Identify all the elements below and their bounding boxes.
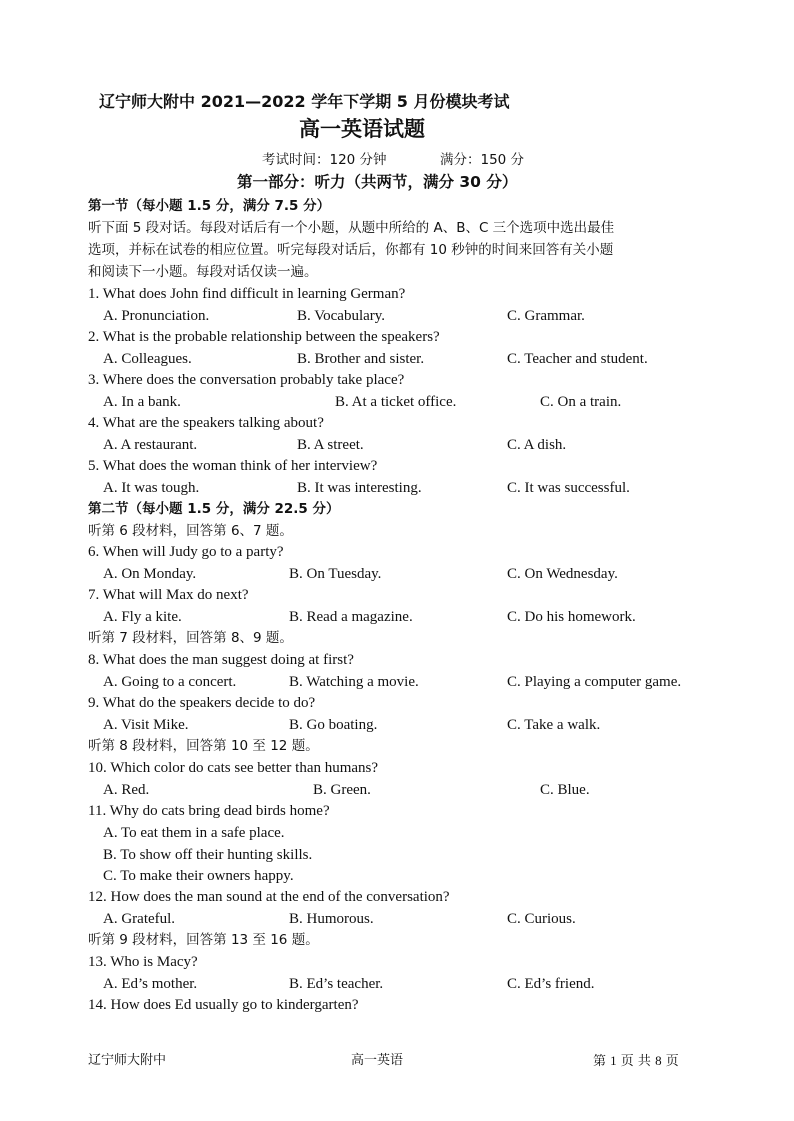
page-suffix: 页 [665,1054,679,1069]
option-a: A. On Monday. [103,566,197,582]
option-c: C. Playing a computer game. [507,674,682,690]
option-c: C. Grammar. [507,308,585,324]
question-stem: 8. What does the man suggest doing at first? [88,652,354,668]
option-c: C. To make their owners happy. [103,868,294,884]
option-a: A. It was tough. [103,480,200,496]
option-a: A. In a bank. [103,394,181,410]
question-stem: 14. How does Ed usually go to kindergarten? [88,997,359,1013]
question-stem: 5. What does the woman think of her interview? [88,458,378,474]
option-a: A. Visit Mike. [103,717,189,733]
material-note: 听第 8 段材料，回答第 10 至 12 题。 [88,738,319,754]
option-a: A. Grateful. [103,911,176,927]
current-page: 1 [610,1053,617,1068]
option-c: C. Take a walk. [507,717,601,733]
option-a: A. Red. [103,782,150,798]
question-stem: 11. Why do cats bring dead birds home? [88,803,330,819]
option-c: C. Do his homework. [507,609,636,625]
footer-page-number [593,1052,679,1071]
option-a: A. To eat them in a safe place. [103,825,285,841]
option-b: B. Brother and sister. [297,351,425,367]
option-b: B. Green. [313,782,371,798]
option-b: B. Read a magazine. [289,609,413,625]
instructions-line: 选项，并标在试卷的相应位置。听完每段对话后，你都有 10 秒钟的时间来回答有关小题 [88,242,614,258]
option-c: C. Curious. [507,911,576,927]
section-two-title: 第二节（每小题 1.5 分，满分 22.5 分） [88,501,340,517]
option-a: A. Ed’s mother. [103,976,198,992]
material-note: 听第 7 段材料，回答第 8、9 题。 [88,630,293,646]
option-b: B. A street. [297,437,364,453]
question-stem: 2. What is the probable relationship between the speakers? [88,329,440,345]
question-stem: 3. Where does the conversation probably take place? [88,372,405,388]
page-prefix: 第 [593,1054,607,1069]
option-b: B. At a ticket office. [335,394,457,410]
option-c: C. Ed’s friend. [507,976,595,992]
option-b: B. Humorous. [289,911,374,927]
paper-title: 高一英语试题 [299,117,425,141]
option-b: B. Go boating. [289,717,378,733]
option-a: A. Going to a concert. [103,674,237,690]
instructions-line: 听下面 5 段对话。每段对话后有一个小题，从题中所给的 A、B、C 三个选项中选出最佳 [88,220,615,236]
total-pages: 8 [655,1053,662,1068]
question-stem: 9. What do the speakers decide to do? [88,695,316,711]
material-note: 听第 6 段材料，回答第 6、7 题。 [88,523,293,539]
option-b: B. Ed’s teacher. [289,976,384,992]
option-b: B. To show off their hunting skills. [103,847,313,863]
exam-header-line: 辽宁师大附中 2021—2022 学年下学期 5 月份模块考试 [99,92,510,111]
exam-time: 考试时间：120 分钟 [262,152,387,168]
footer-subject: 高一英语 [351,1053,404,1068]
question-stem: 13. Who is Macy? [88,954,198,970]
option-a: A. Colleagues. [103,351,192,367]
option-a: A. A restaurant. [103,437,198,453]
option-b: B. Watching a movie. [289,674,419,690]
option-a: A. Pronunciation. [103,308,210,324]
option-b: B. It was interesting. [297,480,422,496]
option-c: C. Blue. [540,782,590,798]
option-c: C. On Wednesday. [507,566,618,582]
option-c: C. A dish. [507,437,567,453]
option-a: A. Fly a kite. [103,609,182,625]
material-note: 听第 9 段材料，回答第 13 至 16 题。 [88,932,319,948]
question-stem: 10. Which color do cats see better than humans? [88,760,379,776]
question-stem: 4. What are the speakers talking about? [88,415,324,431]
section-one-title: 第一节（每小题 1.5 分，满分 7.5 分） [88,198,331,214]
question-stem: 6. When will Judy go to a party? [88,544,284,560]
question-stem: 12. How does the man sound at the end of the conversation? [88,889,450,905]
question-stem: 7. What will Max do next? [88,587,249,603]
option-b: B. Vocabulary. [297,308,386,324]
option-b: B. On Tuesday. [289,566,382,582]
option-c: C. It was successful. [507,480,630,496]
full-score: 满分：150 分 [440,152,525,168]
footer-school: 辽宁师大附中 [88,1053,167,1068]
instructions-line: 和阅读下一小题。每段对话仅读一遍。 [88,264,318,280]
option-c: C. On a train. [540,394,622,410]
part-one-title: 第一部分：听力（共两节，满分 30 分） [237,173,518,191]
page-mid: 页 共 [620,1054,651,1069]
option-c: C. Teacher and student. [507,351,648,367]
question-stem: 1. What does John find difficult in learning German? [88,286,406,302]
